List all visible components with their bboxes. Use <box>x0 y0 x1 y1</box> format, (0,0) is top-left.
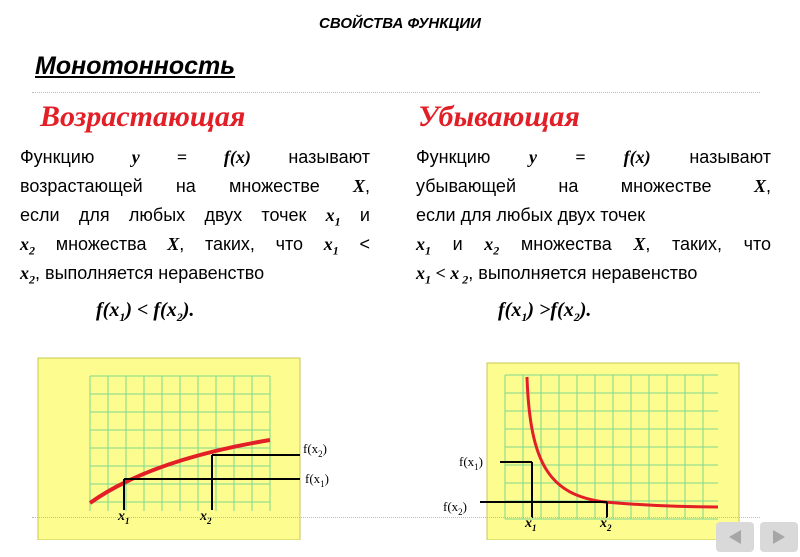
definition-line: $x_1$ и $x_2$ множества X, таких, что <box>416 234 771 258</box>
label-f-x1: $f(x_1)$ <box>305 471 330 489</box>
definition-line: если для любых двух точек $x_1$ и <box>20 205 370 229</box>
definition-line: если для любых двух точек <box>416 205 646 225</box>
definition-line: Функцию y = f(x) называют <box>416 147 771 167</box>
inequality-decreasing: $f(x_1) >f(x_2)$. <box>498 299 592 324</box>
definition-line: убывающей на множестве X, <box>416 176 771 196</box>
triangle-left-icon <box>716 522 754 552</box>
next-slide-button[interactable] <box>760 522 798 552</box>
slide-header: СВОЙСТВА ФУНКЦИИ <box>319 15 481 32</box>
label-x1: $x_1$ <box>118 509 130 526</box>
graph-increasing <box>0 340 400 540</box>
heading-decreasing: Убывающая <box>418 100 580 133</box>
definition-decreasing <box>416 143 771 288</box>
definition-line: $x_1 < x$ $_2$, выполняется неравенство <box>416 263 698 287</box>
label-x1: $x_1$ <box>525 516 537 533</box>
graph-decreasing <box>400 355 800 540</box>
definition-line: возрастающей на множестве X, <box>20 176 370 196</box>
definition-line: $x_2$, выполняется неравенство <box>20 263 265 287</box>
label-f-x2: $f(x_2)$ <box>443 499 468 517</box>
divider-bottom <box>32 517 760 518</box>
label-x2: $x_2$ <box>600 516 612 533</box>
definition-line: $x_2$ множества X, таких, что $x_1$ < <box>20 234 371 258</box>
prev-slide-button[interactable] <box>716 522 754 552</box>
definition-line: Функцию y = f(x) называют <box>20 147 370 167</box>
label-f-x2: $f(x_2)$ <box>303 441 328 459</box>
label-f-x1: $f(x_1)$ <box>459 454 484 472</box>
graph-background <box>38 358 300 540</box>
divider-top <box>32 92 760 93</box>
label-x2: $x_2$ <box>200 509 212 526</box>
heading-increasing: Возрастающая <box>40 100 246 133</box>
inequality-increasing: $f(x_1) < f(x_2)$. <box>96 299 195 324</box>
triangle-right-icon <box>760 522 798 552</box>
topic-title: Монотонность <box>35 52 236 80</box>
definition-increasing <box>20 143 370 288</box>
